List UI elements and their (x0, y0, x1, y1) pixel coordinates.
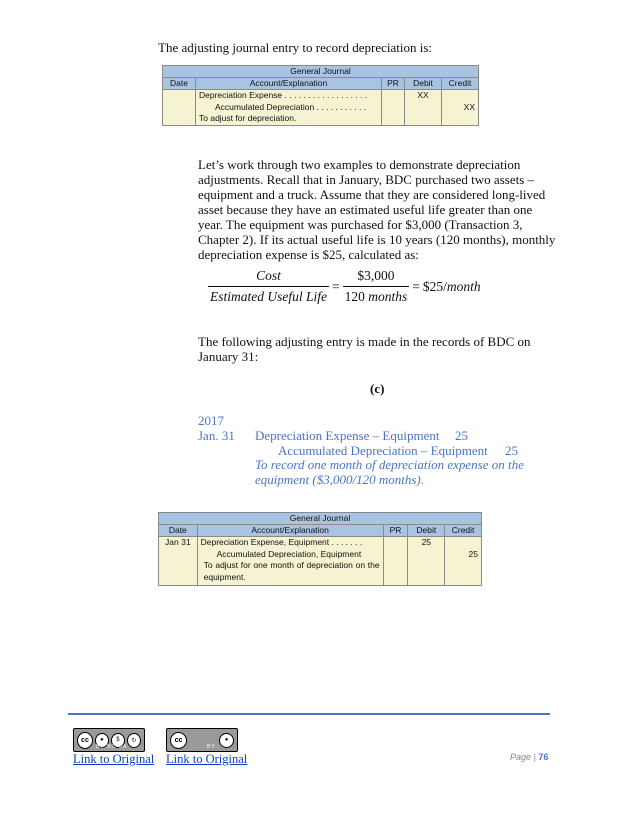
debit-cell (405, 90, 442, 126)
entry-label: (c) (370, 381, 385, 396)
entry-date: Jan 31 (165, 537, 191, 547)
debit-amount: 25 (421, 537, 432, 547)
fraction-numerator: Cost (208, 268, 329, 287)
entry-debit-amount: 25 (455, 428, 468, 443)
equals-sign: = (332, 278, 340, 294)
explanation: To adjust for depreciation. (199, 113, 297, 123)
debit-cell (408, 537, 445, 586)
general-journal-table-2 (158, 512, 482, 586)
credit-cell (445, 537, 482, 586)
account-cell (196, 90, 382, 126)
date-cell (163, 90, 196, 126)
link-to-original-1[interactable]: Link to Original (73, 752, 155, 766)
result-value: $25/ (422, 278, 447, 294)
page-label: Page (510, 752, 532, 762)
header-debit: Debit (408, 525, 445, 537)
sa-icon: ↻ (127, 733, 141, 748)
header-account: Account/Explanation (196, 78, 382, 90)
nc-icon: $ (111, 733, 125, 748)
badge-label: BY (207, 744, 216, 750)
account-cell (197, 537, 383, 586)
header-pr: PR (383, 525, 408, 537)
fraction-cost (208, 268, 329, 305)
link-to-original-2[interactable]: Link to Original (166, 752, 248, 766)
entry-credit-account: Accumulated Depreciation – Equipment (278, 443, 488, 458)
entry-explanation: To record one month of depreciation expense on the equipment ($3,000/120 months). (255, 457, 524, 487)
header-debit: Debit (405, 78, 442, 90)
pr-cell (382, 90, 405, 126)
equals-sign: = (412, 278, 420, 294)
header-account: Account/Explanation (197, 525, 383, 537)
header-credit: Credit (442, 78, 479, 90)
page-number-value: 76 (538, 752, 549, 762)
credit-cell (442, 90, 479, 126)
credit-account: Accumulated Depreciation . . . . . . . . . . . (215, 101, 367, 112)
entry-credit-amount: 25 (505, 443, 518, 458)
months-unit: months (368, 289, 408, 304)
cc-by-badge[interactable] (166, 728, 238, 752)
badge-label: BY NC SA (96, 744, 128, 750)
explanation: To adjust for one month of depreciation on the equipment. (203, 560, 380, 582)
header-pr: PR (382, 78, 405, 90)
fraction-values (343, 268, 410, 305)
footer-divider (68, 713, 550, 715)
by-icon: ● (95, 733, 109, 748)
credit-amount: 25 (468, 548, 478, 559)
credit-amount: XX (463, 101, 475, 112)
cc-icon: cc (170, 732, 187, 749)
general-journal-table-1 (162, 65, 479, 126)
by-icon: ● (219, 733, 234, 748)
credit-account: Accumulated Depreciation, Equipment (216, 548, 362, 559)
cc-icon: cc (77, 732, 93, 749)
depreciation-formula (208, 268, 481, 305)
intro-text: The adjusting journal entry to record depreciation is: (158, 40, 432, 55)
entry-date: Jan. 31 (198, 428, 235, 443)
paragraph-depreciation-examples: Let’s work through two examples to demonstrate depreciation adjustments. Recall that in January, BDC purchased two assets – equipment and a truck. Assume that they are considered long-lived asset because they have an estimated useful life greater than one year. The equipment was purchased for $3,000 (Transaction 3, Chapter 2). If its actual useful life is 10 years (120 months), monthly depreciation expense is $25, calculated as: (198, 157, 556, 262)
date-cell (159, 537, 198, 586)
months-value: 120 (344, 289, 365, 304)
fraction-denominator: Estimated Useful Life (210, 289, 327, 304)
journal-title: General Journal (159, 513, 482, 525)
pr-cell (383, 537, 408, 586)
page-number (510, 752, 548, 762)
fraction-denominator (343, 287, 410, 305)
paragraph-adjusting-entry: The following adjusting entry is made in the records of BDC on January 31: (198, 334, 531, 364)
entry-debit-account: Depreciation Expense – Equipment (255, 428, 440, 443)
debit-amount: XX (417, 90, 429, 100)
page-separator: | (531, 752, 539, 762)
result-unit: month (446, 278, 481, 294)
header-date: Date (163, 78, 196, 90)
fraction-numerator: $3,000 (343, 268, 410, 287)
debit-account: Depreciation Expense . . . . . . . . . . . . . . . . . . (199, 90, 368, 100)
journal-title: General Journal (163, 66, 479, 78)
debit-account: Depreciation Expense, Equipment . . . . . . . (200, 537, 363, 547)
header-credit: Credit (445, 525, 482, 537)
header-date: Date (159, 525, 198, 537)
formula-result (423, 279, 481, 295)
cc-by-nc-sa-badge[interactable] (73, 728, 145, 752)
entry-year: 2017 (198, 413, 224, 428)
